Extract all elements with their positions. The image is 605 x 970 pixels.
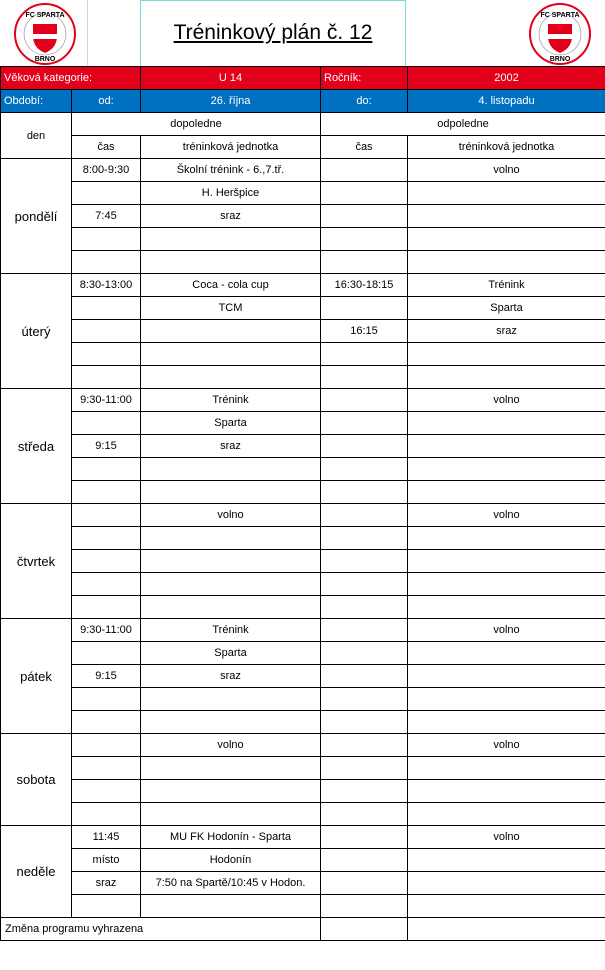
morning-time-cell[interactable]	[72, 297, 141, 320]
afternoon-unit-cell[interactable]: volno	[408, 389, 605, 412]
afternoon-time-cell[interactable]	[321, 619, 408, 642]
morning-time-cell[interactable]	[72, 228, 141, 251]
morning-time-cell[interactable]: 9:15	[72, 435, 141, 458]
morning-time-cell[interactable]	[72, 527, 141, 550]
afternoon-time-cell[interactable]	[321, 527, 408, 550]
schedule-row	[1, 527, 605, 550]
svg-text:BRNO: BRNO	[549, 56, 571, 63]
morning-time-cell[interactable]: 8:00-9:30	[72, 159, 141, 182]
morning-unit-cell[interactable]: sraz	[141, 435, 321, 458]
morning-unit-cell[interactable]	[141, 366, 321, 389]
afternoon-time-cell[interactable]: 16:30-18:15	[321, 274, 408, 297]
afternoon-unit-cell[interactable]: volno	[408, 159, 605, 182]
morning-time-cell[interactable]	[72, 757, 141, 780]
period-row	[1, 90, 605, 113]
morning-time-cell[interactable]	[72, 412, 141, 435]
morning-time-cell[interactable]: místo	[72, 849, 141, 872]
afternoon-time-cell[interactable]	[321, 182, 408, 205]
column-sub-header	[1, 136, 605, 159]
from-value[interactable]: 26. října	[141, 90, 321, 113]
morning-time-cell[interactable]	[72, 895, 141, 918]
afternoon-unit-cell[interactable]	[408, 527, 605, 550]
morning-time-cell[interactable]: sraz	[72, 872, 141, 895]
afternoon-time-cell[interactable]	[321, 757, 408, 780]
afternoon-unit-cell[interactable]	[408, 251, 605, 274]
morning-time-cell[interactable]: 9:30-11:00	[72, 619, 141, 642]
morning-time-cell[interactable]: 9:30-11:00	[72, 389, 141, 412]
footer-row	[1, 918, 605, 941]
afternoon-time-cell[interactable]	[321, 665, 408, 688]
schedule-row	[1, 228, 605, 251]
morning-unit-cell[interactable]	[141, 458, 321, 481]
morning-time-cell[interactable]	[72, 573, 141, 596]
afternoon-unit-cell[interactable]	[408, 596, 605, 619]
morning-time-cell[interactable]	[72, 688, 141, 711]
schedule-row	[1, 159, 605, 182]
morning-time-cell[interactable]	[72, 596, 141, 619]
morning-unit-cell[interactable]: TCM	[141, 297, 321, 320]
morning-unit-header: tréninková jednotka	[141, 136, 321, 159]
training-plan-table	[0, 66, 605, 941]
afternoon-time-cell[interactable]	[321, 573, 408, 596]
afternoon-unit-cell[interactable]: volno	[408, 826, 605, 849]
schedule-row	[1, 688, 605, 711]
morning-unit-cell[interactable]: Trénink	[141, 619, 321, 642]
afternoon-unit-cell[interactable]	[408, 343, 605, 366]
morning-time-cell[interactable]	[72, 734, 141, 757]
schedule-row	[1, 550, 605, 573]
schedule-row	[1, 780, 605, 803]
footer-empty-cell[interactable]	[408, 918, 605, 941]
afternoon-time-cell[interactable]	[321, 458, 408, 481]
morning-time-cell[interactable]	[72, 504, 141, 527]
schedule-row	[1, 596, 605, 619]
afternoon-unit-cell[interactable]: sraz	[408, 320, 605, 343]
afternoon-unit-cell[interactable]	[408, 642, 605, 665]
afternoon-unit-cell[interactable]	[408, 872, 605, 895]
morning-time-cell[interactable]	[72, 481, 141, 504]
age-category-row	[1, 67, 605, 90]
afternoon-time-cell[interactable]: 16:15	[321, 320, 408, 343]
year-label: Ročník:	[321, 67, 408, 90]
schedule-row	[1, 274, 605, 297]
morning-unit-cell[interactable]	[141, 780, 321, 803]
afternoon-unit-cell[interactable]	[408, 849, 605, 872]
afternoon-time-cell[interactable]	[321, 228, 408, 251]
morning-time-cell[interactable]	[72, 711, 141, 734]
day-label: sobota	[1, 734, 72, 826]
age-category-value[interactable]: U 14	[141, 67, 321, 90]
afternoon-unit-cell[interactable]	[408, 665, 605, 688]
afternoon-unit-cell[interactable]	[408, 757, 605, 780]
morning-unit-cell[interactable]	[141, 343, 321, 366]
afternoon-time-cell[interactable]	[321, 550, 408, 573]
day-label: úterý	[1, 274, 72, 389]
afternoon-unit-cell[interactable]	[408, 550, 605, 573]
morning-unit-cell[interactable]: Sparta	[141, 642, 321, 665]
afternoon-time-cell[interactable]	[321, 803, 408, 826]
schedule-row	[1, 619, 605, 642]
schedule-row	[1, 849, 605, 872]
schedule-row	[1, 389, 605, 412]
morning-time-cell[interactable]	[72, 251, 141, 274]
morning-unit-cell[interactable]	[141, 757, 321, 780]
day-label: středa	[1, 389, 72, 504]
schedule-row	[1, 711, 605, 734]
footer-empty-cell[interactable]	[321, 918, 408, 941]
morning-time-cell[interactable]	[72, 366, 141, 389]
afternoon-time-cell[interactable]	[321, 435, 408, 458]
morning-unit-cell[interactable]: sraz	[141, 205, 321, 228]
schedule-row	[1, 803, 605, 826]
morning-unit-cell[interactable]: Hodonín	[141, 849, 321, 872]
day-label: pondělí	[1, 159, 72, 274]
morning-time-cell[interactable]: 11:45	[72, 826, 141, 849]
day-label: pátek	[1, 619, 72, 734]
afternoon-time-cell[interactable]	[321, 159, 408, 182]
schedule-row	[1, 297, 605, 320]
morning-unit-cell[interactable]: Trénink	[141, 389, 321, 412]
morning-unit-cell[interactable]	[141, 688, 321, 711]
afternoon-unit-cell[interactable]: volno	[408, 734, 605, 757]
day-label: čtvrtek	[1, 504, 72, 619]
afternoon-time-cell[interactable]	[321, 205, 408, 228]
afternoon-time-cell[interactable]	[321, 642, 408, 665]
morning-time-cell[interactable]	[72, 550, 141, 573]
afternoon-unit-cell[interactable]	[408, 573, 605, 596]
schedule-row	[1, 412, 605, 435]
from-label: od:	[72, 90, 141, 113]
fc-sparta-brno-logo	[14, 3, 76, 65]
schedule-row	[1, 435, 605, 458]
morning-unit-cell[interactable]	[141, 573, 321, 596]
morning-unit-cell[interactable]	[141, 711, 321, 734]
afternoon-time-cell[interactable]	[321, 389, 408, 412]
morning-unit-cell[interactable]	[141, 228, 321, 251]
schedule-row	[1, 458, 605, 481]
schedule-row	[1, 504, 605, 527]
morning-time-cell[interactable]	[72, 803, 141, 826]
program-change-note: Změna programu vyhrazena	[1, 918, 321, 941]
afternoon-time-header: čas	[321, 136, 408, 159]
afternoon-unit-cell[interactable]	[408, 481, 605, 504]
svg-text:FC SPARTA: FC SPARTA	[25, 12, 65, 19]
afternoon-unit-cell[interactable]: Trénink	[408, 274, 605, 297]
morning-unit-cell[interactable]	[141, 803, 321, 826]
afternoon-time-cell[interactable]	[321, 481, 408, 504]
morning-unit-cell[interactable]: sraz	[141, 665, 321, 688]
afternoon-unit-cell[interactable]	[408, 435, 605, 458]
afternoon-time-cell[interactable]	[321, 596, 408, 619]
schedule-row	[1, 573, 605, 596]
schedule-row	[1, 343, 605, 366]
schedule-row	[1, 757, 605, 780]
morning-time-cell[interactable]	[72, 642, 141, 665]
morning-unit-cell[interactable]: Školní trénink - 6.,7.tř.	[141, 159, 321, 182]
morning-unit-cell[interactable]	[141, 596, 321, 619]
morning-unit-cell[interactable]	[141, 550, 321, 573]
morning-unit-cell[interactable]: volno	[141, 734, 321, 757]
day-column-header: den	[1, 113, 72, 159]
to-value[interactable]: 4. listopadu	[408, 90, 605, 113]
afternoon-time-cell[interactable]	[321, 895, 408, 918]
schedule-row	[1, 642, 605, 665]
afternoon-unit-cell[interactable]	[408, 458, 605, 481]
afternoon-unit-cell[interactable]	[408, 780, 605, 803]
afternoon-unit-cell[interactable]	[408, 711, 605, 734]
page-title: Tréninkový plán č. 12	[173, 21, 373, 44]
afternoon-time-cell[interactable]	[321, 826, 408, 849]
morning-unit-cell[interactable]	[141, 527, 321, 550]
morning-unit-cell[interactable]	[141, 481, 321, 504]
svg-text:FC SPARTA: FC SPARTA	[540, 12, 580, 19]
schedule-row	[1, 251, 605, 274]
schedule-row	[1, 481, 605, 504]
afternoon-time-cell[interactable]	[321, 849, 408, 872]
afternoon-time-cell[interactable]	[321, 688, 408, 711]
age-category-label: Věková kategorie:	[1, 67, 141, 90]
fc-sparta-brno-logo-right	[529, 3, 591, 65]
afternoon-unit-cell[interactable]: Sparta	[408, 297, 605, 320]
year-value[interactable]: 2002	[408, 67, 605, 90]
afternoon-unit-cell[interactable]: volno	[408, 619, 605, 642]
morning-time-header: čas	[72, 136, 141, 159]
morning-time-cell[interactable]	[72, 182, 141, 205]
afternoon-header: odpoledne	[321, 113, 605, 136]
morning-time-cell[interactable]	[72, 343, 141, 366]
afternoon-time-cell[interactable]	[321, 711, 408, 734]
morning-unit-cell[interactable]	[141, 895, 321, 918]
schedule-row	[1, 734, 605, 757]
schedule-row	[1, 182, 605, 205]
afternoon-unit-cell[interactable]	[408, 803, 605, 826]
schedule-row	[1, 665, 605, 688]
afternoon-unit-cell[interactable]	[408, 228, 605, 251]
svg-text:BRNO: BRNO	[34, 56, 56, 63]
schedule-row	[1, 205, 605, 228]
morning-unit-cell[interactable]: Sparta	[141, 412, 321, 435]
morning-unit-cell[interactable]: MU FK Hodonín - Sparta	[141, 826, 321, 849]
afternoon-unit-cell[interactable]: volno	[408, 504, 605, 527]
morning-unit-cell[interactable]: volno	[141, 504, 321, 527]
morning-unit-cell[interactable]	[141, 251, 321, 274]
morning-time-cell[interactable]	[72, 458, 141, 481]
day-label: neděle	[1, 826, 72, 918]
afternoon-time-cell[interactable]	[321, 504, 408, 527]
morning-unit-cell[interactable]: H. Heršpice	[141, 182, 321, 205]
afternoon-unit-cell[interactable]	[408, 688, 605, 711]
to-label: do:	[321, 90, 408, 113]
afternoon-time-cell[interactable]	[321, 297, 408, 320]
schedule-row	[1, 895, 605, 918]
afternoon-time-cell[interactable]	[321, 872, 408, 895]
morning-time-cell[interactable]	[72, 780, 141, 803]
afternoon-unit-cell[interactable]	[408, 412, 605, 435]
afternoon-unit-cell[interactable]	[408, 895, 605, 918]
schedule-row	[1, 826, 605, 849]
morning-time-cell[interactable]: 7:45	[72, 205, 141, 228]
afternoon-unit-cell[interactable]	[408, 366, 605, 389]
morning-time-cell[interactable]: 8:30-13:00	[72, 274, 141, 297]
morning-header: dopoledne	[72, 113, 321, 136]
morning-time-cell[interactable]: 9:15	[72, 665, 141, 688]
column-group-header	[1, 113, 605, 136]
period-label: Období:	[1, 90, 72, 113]
morning-unit-cell[interactable]: 7:50 na Spartě/10:45 v Hodon.	[141, 872, 321, 895]
schedule-row	[1, 366, 605, 389]
afternoon-unit-cell[interactable]	[408, 205, 605, 228]
afternoon-time-cell[interactable]	[321, 780, 408, 803]
afternoon-time-cell[interactable]	[321, 251, 408, 274]
afternoon-time-cell[interactable]	[321, 366, 408, 389]
morning-unit-cell[interactable]	[141, 320, 321, 343]
morning-unit-cell[interactable]: Coca - cola cup	[141, 274, 321, 297]
afternoon-unit-header: tréninková jednotka	[408, 136, 605, 159]
schedule-row	[1, 872, 605, 895]
afternoon-unit-cell[interactable]	[408, 182, 605, 205]
afternoon-time-cell[interactable]	[321, 343, 408, 366]
afternoon-time-cell[interactable]	[321, 734, 408, 757]
schedule-row	[1, 320, 605, 343]
afternoon-time-cell[interactable]	[321, 412, 408, 435]
morning-time-cell[interactable]	[72, 320, 141, 343]
